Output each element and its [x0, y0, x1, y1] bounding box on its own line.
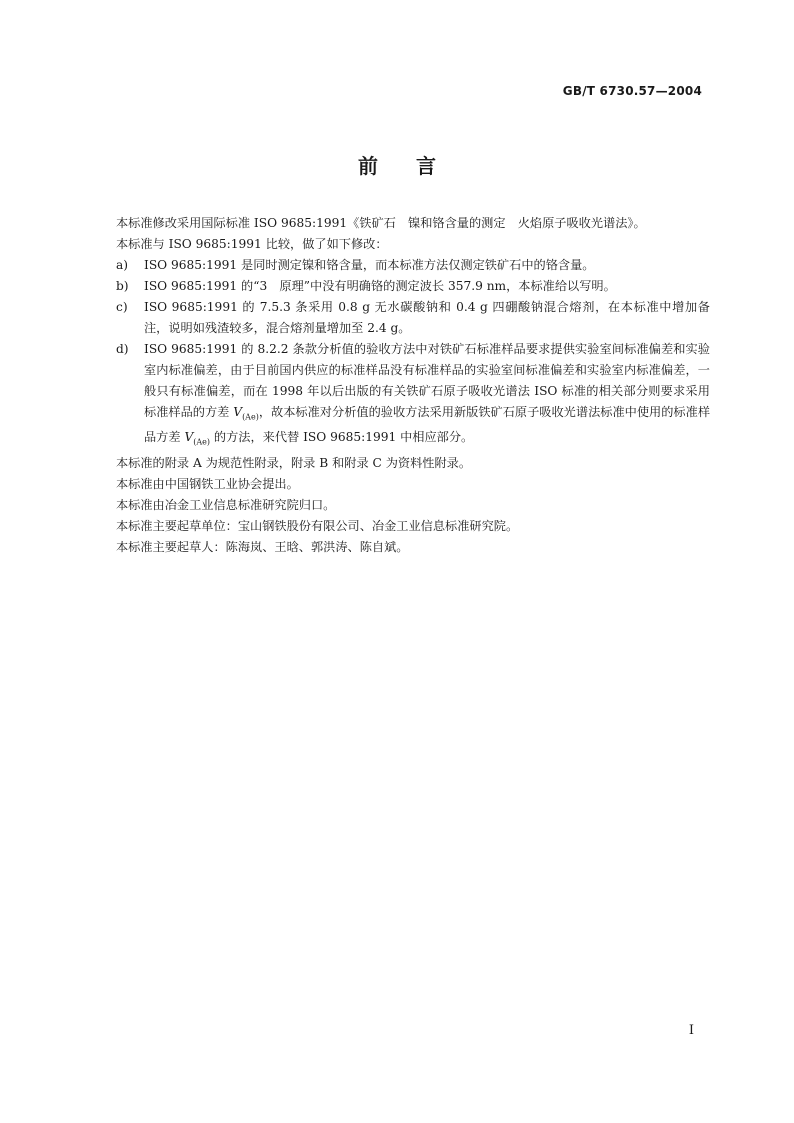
list-item-marker: a) — [116, 258, 129, 272]
page-title: 前言 — [358, 154, 474, 178]
page-number: I — [688, 1023, 694, 1038]
intro-paragraph: 本标准修改采用国际标准 ISO 9685:1991《铁矿石 镍和铬含量的测定 火焰原子吸收光谱法》。 — [116, 216, 646, 230]
closing-paragraph: 本标准的附录 A 为规范性附录，附录 B 和附录 C 为资料性附录。 — [116, 455, 472, 470]
variance-symbol: V — [233, 405, 243, 419]
closing-paragraph: 本标准由冶金工业信息标准研究院归口。 — [116, 497, 336, 512]
intro-paragraph: 本标准与 ISO 9685:1991 比较，做了如下修改： — [116, 237, 388, 251]
closing-paragraph: 本标准由中国钢铁工业协会提出。 — [116, 476, 299, 491]
list-item-marker: b) — [116, 279, 129, 293]
list-item-text: ISO 9685:1991 的 7.5.3 条采用 0.8 g 无水碳酸钠和 0.4 g 四硼酸钠混合熔剂，在本标准中增加备注，说明如残渣较多，混合熔剂量增加至 2.4 g。 — [144, 300, 710, 335]
list-item — [116, 339, 710, 453]
list-item-marker: d) — [116, 342, 129, 356]
list-item-text: ISO 9685:1991 的“3 原理”中没有明确铬的测定波长 357.9 nm，本标准给以写明。 — [144, 279, 616, 293]
list-item-marker: c) — [116, 300, 128, 314]
list-item-text: ISO 9685:1991 是同时测定镍和铬含量，而本标准方法仅测定铁矿石中的铬含量。 — [144, 258, 595, 272]
variance-subscript: (Ae) — [193, 437, 211, 447]
list-item — [116, 276, 710, 297]
list-item — [116, 255, 710, 276]
list-item-text-part: 的方法，来代替 ISO 9685:1991 中相应部分。 — [210, 430, 474, 445]
variance-symbol: V — [184, 430, 194, 445]
standard-number: GB/T 6730.57—2004 — [562, 84, 702, 98]
closing-paragraph: 本标准主要起草单位：宝山钢铁股份有限公司、冶金工业信息标准研究院。 — [116, 518, 519, 533]
document-body — [116, 213, 710, 558]
list-item-text-part: ，故本标准对分析值的验收方法采用新版铁矿石原子吸收光谱法标准中使用的标准样品方差 — [144, 405, 711, 445]
list-item-text-part: ISO 9685:1991 的 8.2.2 条款分析值的验收方法中对铁矿石标准样品要求提供实验室间标准偏差和实验室内标准偏差，由于目前国内供应的标准样品没有标准样品的实验室间标准偏差和实验室内标准偏差，一般只有标准偏差，而在 1998 年以后出版的有关铁矿石原子吸收光谱法 ISO 标准的相关部分则要求采用标准样品的方差 — [144, 342, 710, 419]
closing-paragraph: 本标准主要起草人：陈海岚、王晗、郭洪涛、陈自斌。 — [116, 539, 409, 554]
variance-subscript: (Ae) — [242, 412, 259, 422]
list-item-text — [144, 339, 710, 453]
list-item — [116, 297, 710, 339]
